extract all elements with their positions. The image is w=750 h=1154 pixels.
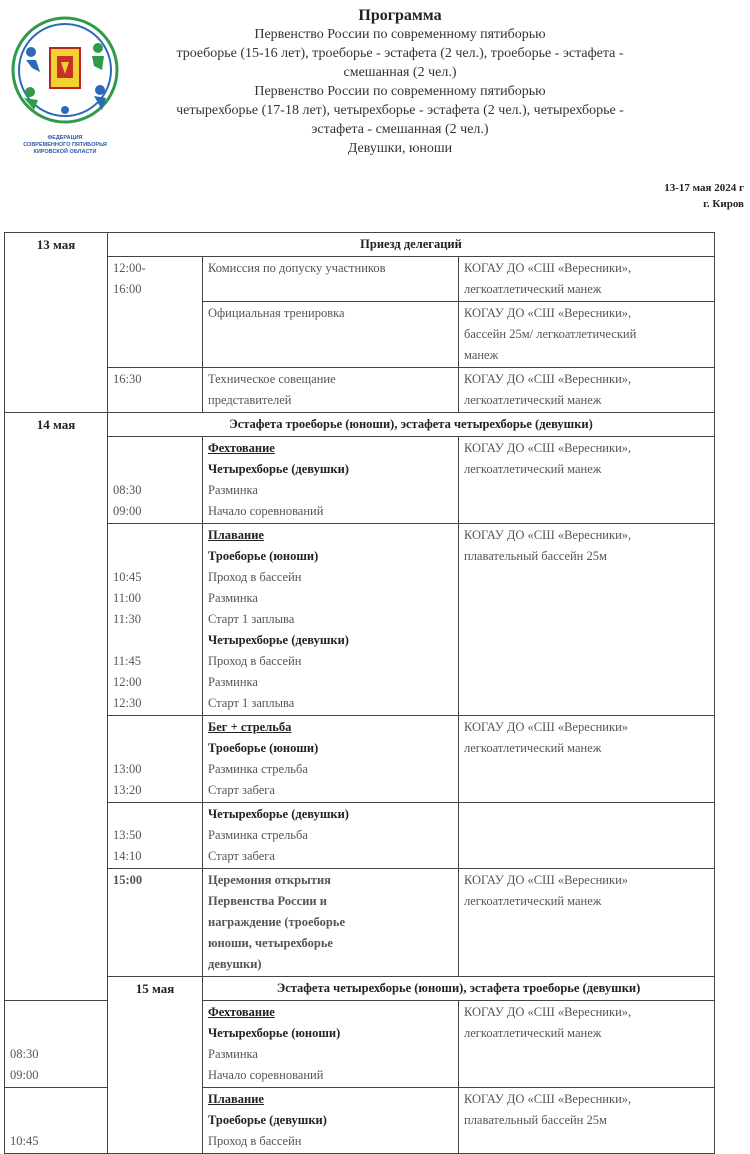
event-item: Старт 1 заплыва [208,696,295,710]
discipline-heading: Фехтование [208,1005,275,1019]
time: 11:00 [113,591,142,605]
event-item: Проход в бассейн [208,654,302,668]
time: 13:00 [113,762,142,776]
date-range: 13-17 мая 2024 г [664,182,744,194]
time-cell [5,1088,108,1154]
logo-caption-line: ФЕДЕРАЦИЯ [47,135,83,141]
table-row [5,869,715,977]
time: 10:45 [10,1134,39,1148]
event-cell [203,1001,459,1088]
header-line: троеборье (15-16 лет), троеборье - эстафета (2 чел.), троеборье - эстафета - [176,46,624,61]
time: 11:30 [113,612,142,626]
time: 11:45 [113,654,142,668]
time: 14:10 [113,849,142,863]
event-cell: Официальная тренировка [203,302,459,368]
table-row [5,716,715,803]
group-heading: Четырехборье (юноши) [208,1026,341,1040]
time: 08:30 [10,1047,39,1061]
event-cell [203,1088,459,1154]
time: 09:00 [113,504,142,518]
table-row [5,257,715,302]
time: 12:00 [113,675,142,689]
header-line: четырехборье (17-18 лет), четырехборье - эстафета (2 чел.), четырехборье - [176,103,624,118]
logo-caption-line: КИРОВСКОЙ ОБЛАСТИ [33,149,97,155]
time: 09:00 [10,1068,39,1082]
document-title: Программа [358,7,442,24]
event-item: Проход в бассейн [208,1134,302,1148]
logo-caption [6,135,124,156]
event-cell: Церемония открытия Первенства России и награждение (троеборье юноши, четырехборье девушки) [203,869,459,977]
day-title: Эстафета троеборье (юноши), эстафета четырехборье (девушки) [108,413,715,437]
group-heading: Четырехборье (девушки) [208,462,349,476]
event-item: Разминка стрельба [208,828,308,842]
time-cell [108,437,203,524]
venue-cell: КОГАУ ДО «СШ «Вересники», легкоатлетический манеж [459,368,715,413]
day-date: 15 мая [108,977,203,1154]
header-line: Девушки, юноши [347,141,453,156]
federation-emblem-icon [6,12,124,134]
time: 13:50 [113,828,142,842]
header-line: смешанная (2 чел.) [343,65,457,80]
venue-cell: КОГАУ ДО «СШ «Вересники», легкоатлетический манеж [459,257,715,302]
table-row [5,437,715,524]
venue-cell [459,803,715,869]
group-heading: Троеборье (юноши) [208,549,319,563]
discipline-heading: Плавание [208,1092,264,1106]
venue-cell: КОГАУ ДО «СШ «Вересники» легкоатлетический манеж [459,869,715,977]
venue-cell: КОГАУ ДО «СШ «Вересники», плавательный бассейн 25м [459,1088,715,1154]
event-item: Разминка [208,1047,258,1061]
time: 13:20 [113,783,142,797]
event-item: Старт забега [208,849,275,863]
event-item: Разминка [208,483,258,497]
document-header [140,6,660,158]
event-item: Старт 1 заплыва [208,612,295,626]
time-cell [108,803,203,869]
event-item: Старт забега [208,783,275,797]
event-item: Разминка [208,591,258,605]
logo-caption-line: СОВРЕМЕННОГО ПЯТИБОРЬЯ [23,142,107,148]
time: 12:30 [113,696,142,710]
day-title: Эстафета четырехборье (юноши), эстафета троеборье (девушки) [203,977,715,1001]
event-cell: Техническое совещание представителей [203,368,459,413]
event-item: Начало соревнований [208,504,324,518]
event-item: Проход в бассейн [208,570,302,584]
day-date: 14 мая [5,413,108,1001]
venue-cell: КОГАУ ДО «СШ «Вересники» легкоатлетический манеж [459,716,715,803]
venue-cell: КОГАУ ДО «СШ «Вересники», бассейн 25м/ легкоатлетический манеж [459,302,715,368]
group-heading: Троеборье (юноши) [208,741,319,755]
time-cell [108,716,203,803]
table-row [5,233,715,257]
venue-cell: КОГАУ ДО «СШ «Вересники», плавательный бассейн 25м [459,524,715,716]
discipline-heading: Бег + стрельба [208,720,292,734]
venue-cell: КОГАУ ДО «СШ «Вересники», легкоатлетический манеж [459,1001,715,1088]
time: 08:30 [113,483,142,497]
time: 10:45 [113,570,142,584]
venue-cell: КОГАУ ДО «СШ «Вересники», легкоатлетический манеж [459,437,715,524]
table-row [5,368,715,413]
discipline-heading: Плавание [208,528,264,542]
event-cell [203,803,459,869]
group-heading: Четырехборье (девушки) [208,633,349,647]
schedule-table [4,232,715,1154]
event-cell [203,524,459,716]
group-heading: Троеборье (девушки) [208,1113,327,1127]
discipline-heading: Фехтование [208,441,275,455]
time-cell: 15:00 [108,869,203,977]
event-item: Разминка стрельба [208,762,308,776]
time-cell: 12:00- 16:00 [108,257,203,368]
event-cell [203,716,459,803]
header-line: эстафета - смешанная (2 чел.) [311,122,489,137]
table-row [5,413,715,437]
event-cell [203,437,459,524]
header-line: Первенство России по современному пятиборью [254,27,546,42]
group-heading: Четырехборье (девушки) [208,807,349,821]
day-date: 13 мая [5,233,108,413]
event-cell: Комиссия по допуску участников [203,257,459,302]
time-cell [108,524,203,716]
federation-logo [6,12,124,162]
header-line: Первенство России по современному пятиборью [254,84,546,99]
table-row [5,977,715,1001]
event-item: Разминка [208,675,258,689]
time-cell: 16:30 [108,368,203,413]
time-cell [5,1001,108,1088]
city: г. Киров [703,198,744,210]
table-row [5,524,715,716]
event-item: Начало соревнований [208,1068,324,1082]
day-title: Приезд делегаций [108,233,715,257]
table-row [5,803,715,869]
event-dates [664,180,744,212]
